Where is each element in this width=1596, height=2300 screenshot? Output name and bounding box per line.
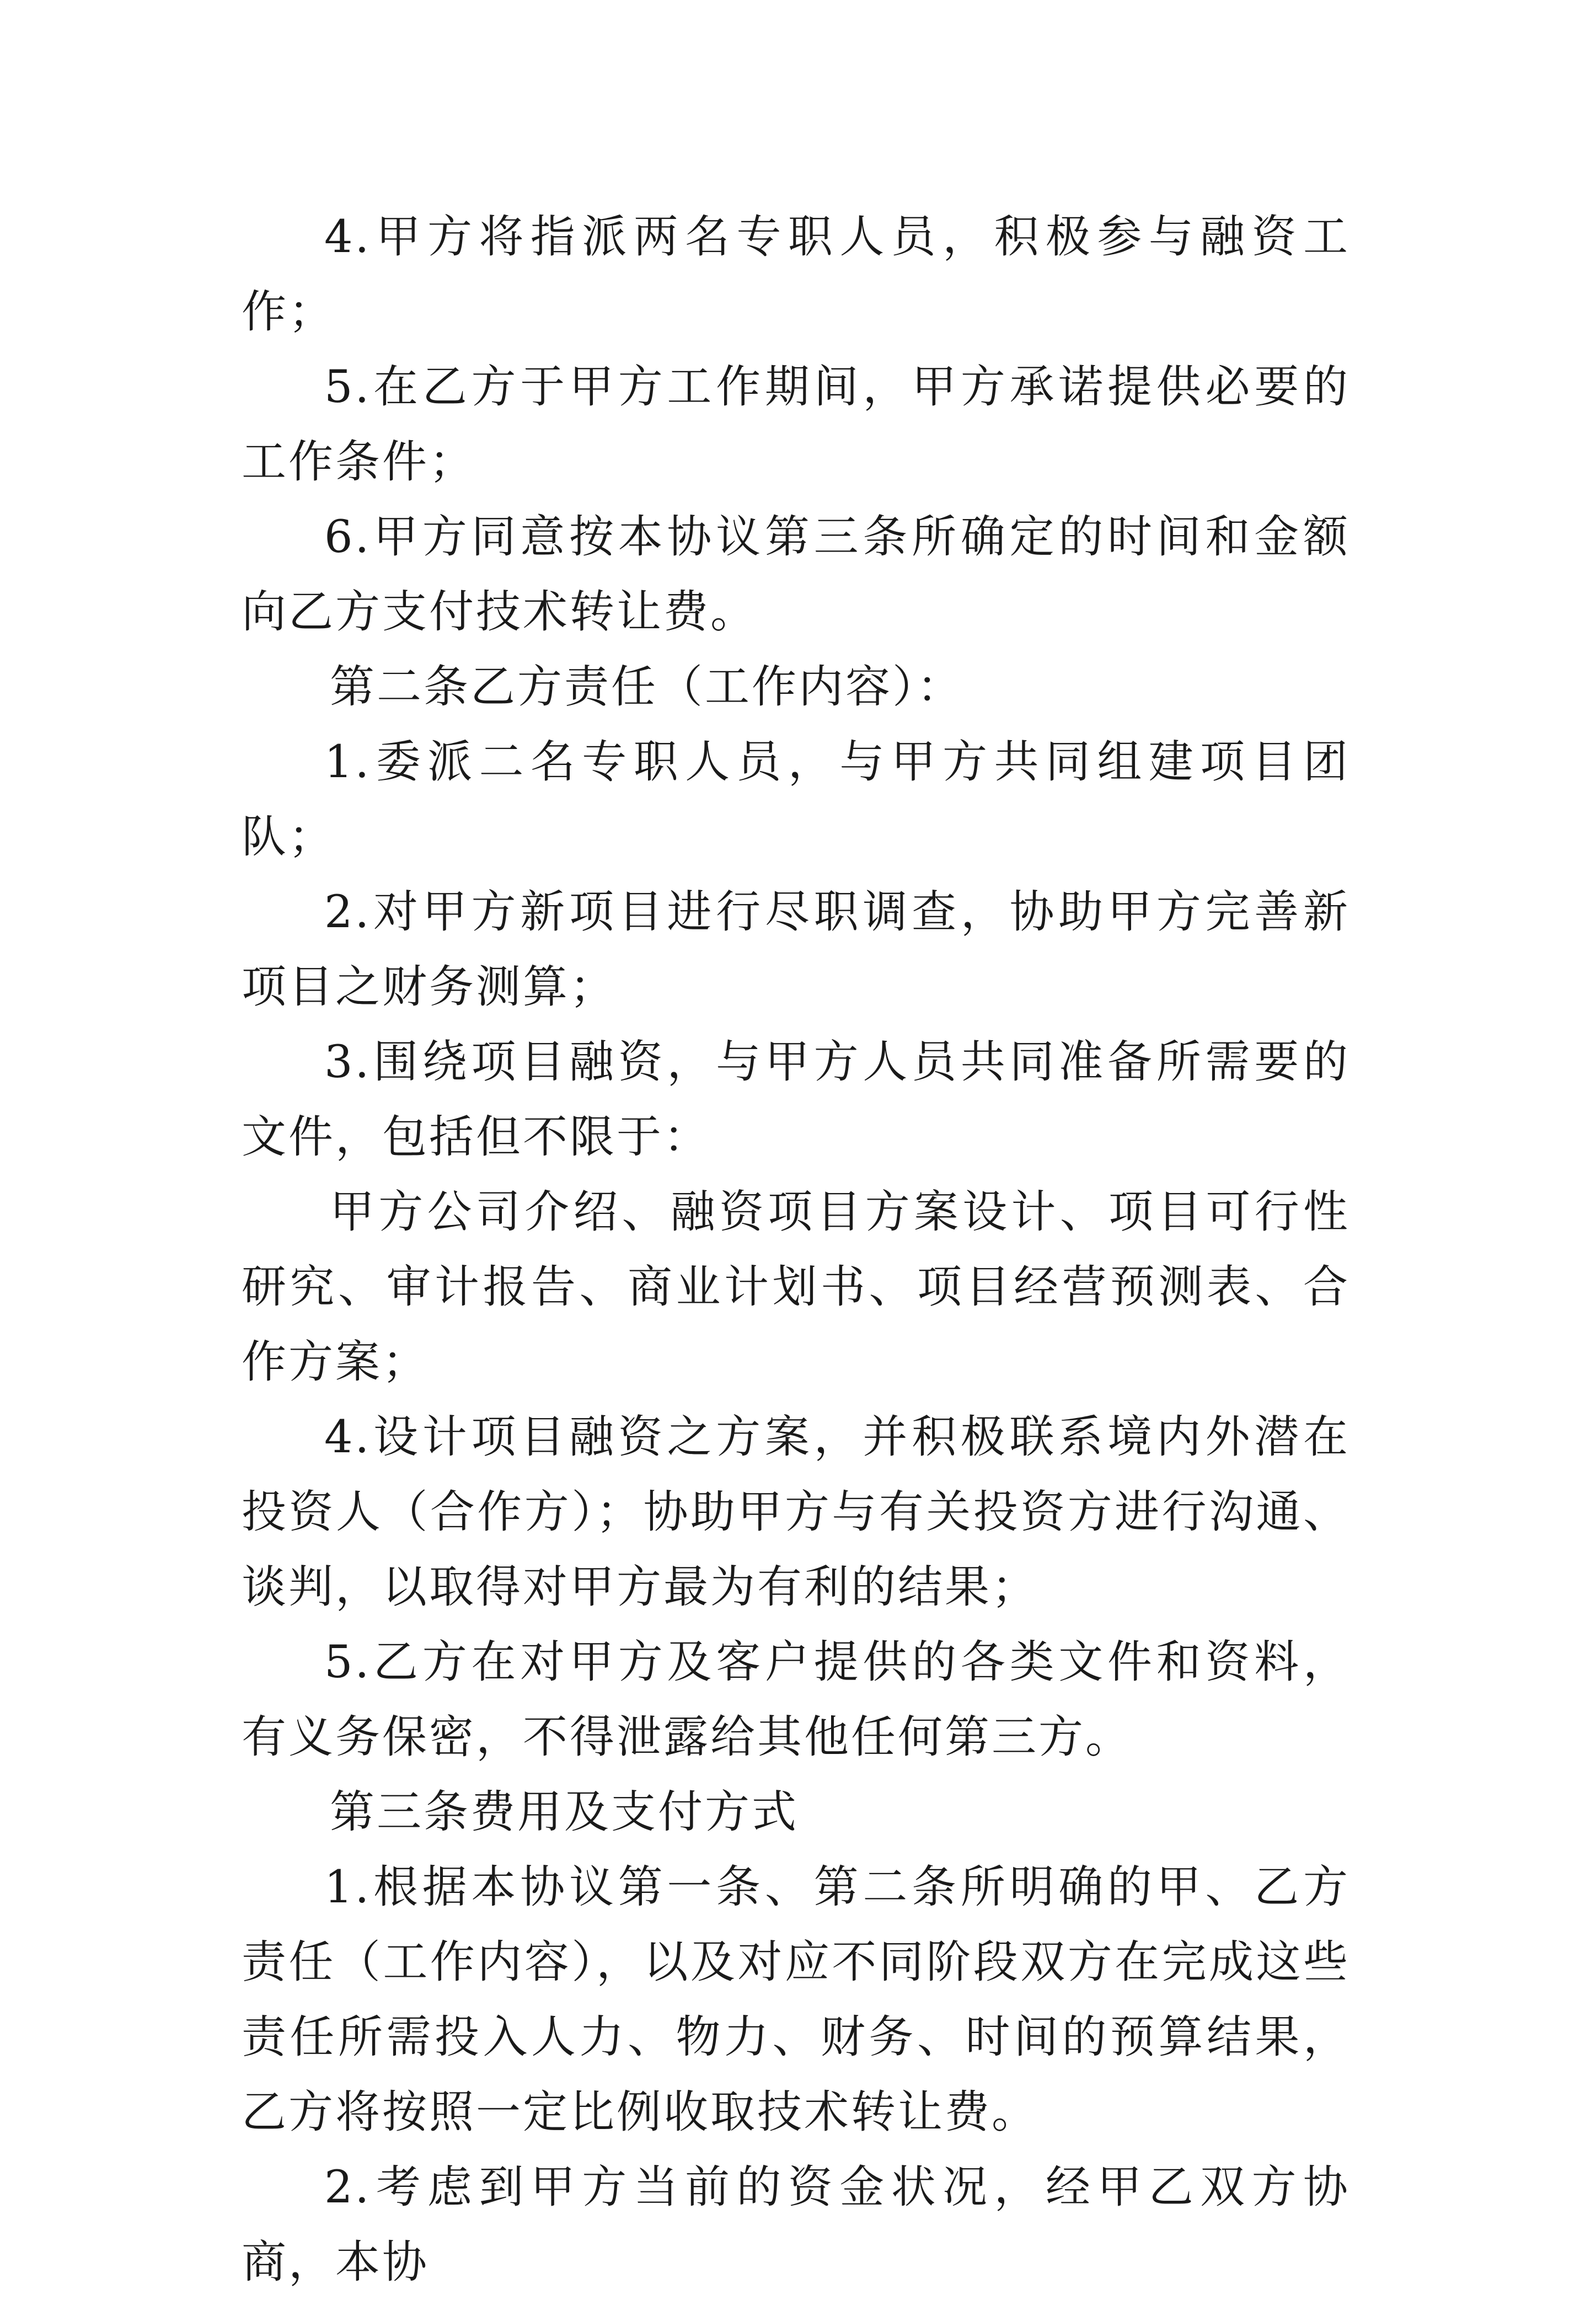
clause-paragraph: 3.围绕项目融资，与甲方人员共同准备所需要的文件，包括但不限于：: [242, 1036, 1350, 1163]
clause-paragraph: 甲方公司介绍、融资项目方案设计、项目可行性研究、审计报告、商业计划书、项目经营预测表、合作方案；: [242, 1186, 1350, 1388]
section-heading: 第三条费用及支付方式: [330, 1786, 799, 1838]
clause-paragraph: 4.甲方将指派两名专职人员，积极参与融资工作；: [242, 211, 1350, 338]
section-heading: 第二条乙方责任（工作内容）：: [330, 661, 964, 713]
clause-paragraph: 4.设计项目融资之方案，并积极联系境内外潜在投资人（合作方）；协助甲方与有关投资方进行沟通、谈判，以取得对甲方最为有利的结果；: [242, 1411, 1350, 1613]
document-body: [242, 200, 1350, 2300]
clause-paragraph: 1.委派二名专职人员，与甲方共同组建项目团队；: [242, 736, 1350, 863]
clause-paragraph: 5.在乙方于甲方工作期间，甲方承诺提供必要的工作条件；: [242, 361, 1350, 488]
clause-paragraph: 2.对甲方新项目进行尽职调查，协助甲方完善新项目之财务测算；: [242, 886, 1350, 1013]
clause-paragraph: 5.乙方在对甲方及客户提供的各类文件和资料，有义务保密，不得泄露给其他任何第三方。: [242, 1636, 1350, 1763]
clause-paragraph: 2.考虑到甲方当前的资金状况，经甲乙双方协商，本协: [242, 2162, 1350, 2288]
clause-paragraph: 1.根据本协议第一条、第二条所明确的甲、乙方责任（工作内容），以及对应不同阶段双方在完成这些责任所需投入人力、物力、财务、时间的预算结果，乙方将按照一定比例收取技术转让费。: [242, 1862, 1350, 2138]
clause-paragraph: 6.甲方同意按本协议第三条所确定的时间和金额向乙方支付技术转让费。: [242, 511, 1350, 638]
